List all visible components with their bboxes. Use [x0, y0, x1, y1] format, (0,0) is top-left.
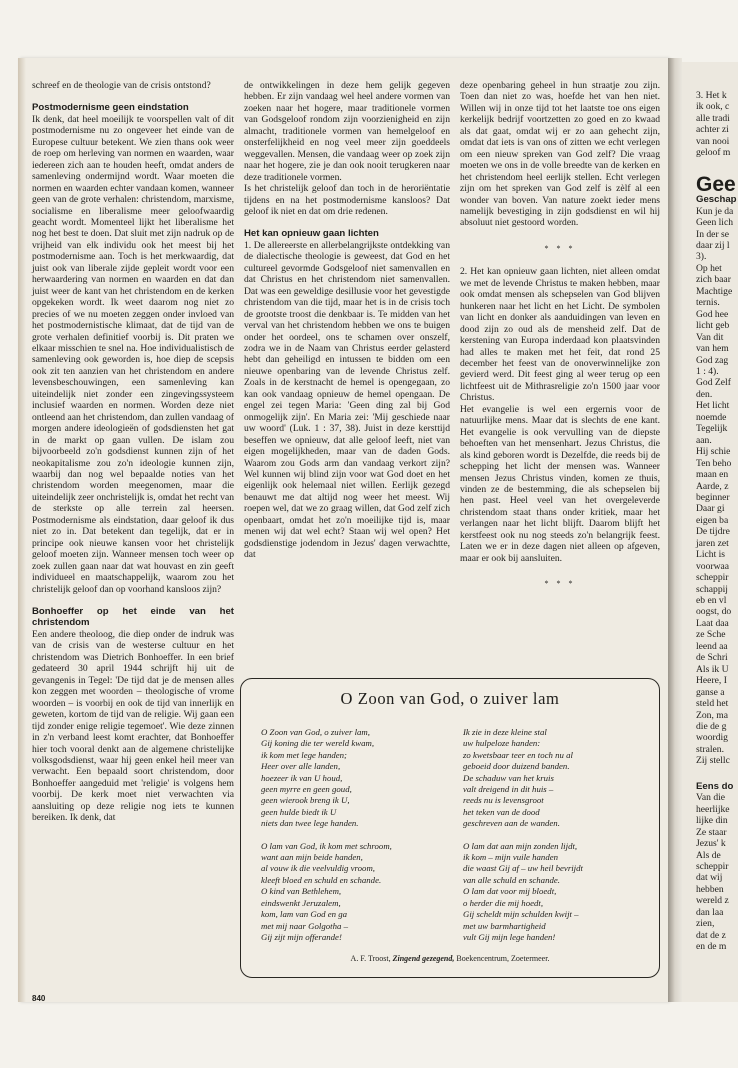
next-page-line: Op het	[696, 262, 722, 274]
poem-line: van alle schuld en schande.	[463, 874, 560, 885]
paragraph: Een andere theoloog, die diep onder de indruk was van de crisis van de westerse cultuur en het christendom was Dietrich Bonhoeffer. In een brief gedateerd 30 april 1944 schrijft hij uit de gevangenis in Tegel: 'De tijd dat je de mensen alles kon zeggen met woorden – theologische of vrome woorden – is voorbij en ook de tijd van innerlijk en geweten, kortom de tijd van de religie. Wij gaan een tijd zonder enige religie tegemoet'. Wie deze zinnen in z'n verband leest komt erachter, dat Bonhoeffer hier toch vooral denkt aan de algemene christelijke volksgodsdienst, waar hij geen enkel heil meer van verwacht. Een bepaald soort christendom, door Bonhoeffer aangeduid met 'religie' is volgens hem voorbij. De kerk moet niet verwachten via aansluiting op deze religie nog iets te kunnen bereiken. Ik denk, dat	[32, 628, 234, 824]
poem-publisher: Boekencentrum, Zoetermeer.	[456, 954, 550, 963]
next-page-subheading: Eens do	[696, 780, 734, 792]
next-page-line: Van die	[696, 792, 726, 804]
article-column-3	[460, 80, 660, 602]
poem-line: reeds nu is levensgroot	[463, 795, 544, 806]
magazine-page	[18, 58, 668, 1002]
article-column-1	[32, 80, 234, 824]
poem-line: Gij koning die ter wereld kwam,	[261, 738, 375, 749]
next-page-line: Tegelijk	[696, 423, 728, 435]
next-page-line: Licht is	[696, 549, 726, 561]
paragraph: de ontwikkelingen in deze hem gelijk gegeven hebben. Er zijn vandaag wel heel andere vormen van zoeken naar het hogere, maar traditionele vormen van Godsgeloof rondom zijn voorzienigheid en zijn almacht, traditionele vormen van hemelgeloof en onsterfelijkheid en nog veel meer zijn goeddeels weggevallen. Mensen, die vandaag weer op zoek zijn naar het hogere, zie je dan ook nooit terugkeren naar deze traditionele vormen.	[244, 80, 450, 183]
next-page-line: Het licht	[696, 400, 730, 412]
section-divider: * * *	[544, 243, 576, 253]
next-page-line: geloof m	[696, 147, 731, 159]
next-page-line: voorwaa	[696, 560, 730, 572]
spacer	[696, 767, 738, 781]
page-edge-shadow	[18, 58, 26, 1002]
poem-line: O lam dat voor mij bloedt,	[463, 886, 557, 897]
poem-source	[241, 954, 659, 963]
next-page-line: licht geb	[696, 320, 730, 332]
poem-line: O kind van Bethlehem,	[261, 886, 342, 897]
next-page-line: Jezus' k	[696, 838, 726, 850]
next-page-line: scheppir	[696, 572, 729, 584]
next-page-line: hebben	[696, 883, 724, 895]
next-page-line: jaren zet	[696, 537, 729, 549]
next-page-line: Ten beho	[696, 457, 732, 469]
poem-stanza	[463, 727, 653, 830]
next-page-line: noemde	[696, 411, 727, 423]
poem-line: o herder die mij hoedt,	[463, 897, 544, 908]
next-page-line: Zon, ma	[696, 709, 728, 721]
next-page-line: ze Sche	[696, 629, 726, 641]
next-page-line: dan laa	[696, 906, 724, 918]
next-page-line: 3. Het k	[696, 90, 727, 101]
next-page-line: Als de	[696, 849, 721, 861]
next-page-line: van hem	[696, 343, 729, 355]
poem-line: Heer over alle landen,	[261, 761, 341, 772]
poem-line: met mij naar Golgotha –	[261, 920, 348, 931]
next-page-line: scheppir	[696, 861, 729, 872]
next-page-line: Kun je da	[696, 205, 734, 217]
poem-line: al vouw ik die veelvuldig vroom,	[261, 863, 375, 874]
next-page-line: leend aa	[696, 640, 728, 652]
poem-line: hoezeer ik van U houd,	[261, 772, 343, 783]
next-page-line: ternis.	[696, 297, 720, 309]
next-page-line: zien,	[696, 918, 715, 930]
next-page-line: De tijdre	[696, 526, 730, 538]
next-page-line: dat wij	[696, 872, 723, 884]
next-page-line: dat de z	[696, 929, 726, 941]
next-page-line: aan.	[696, 434, 712, 446]
next-page-line: woordig	[696, 732, 728, 744]
poem-right-column	[463, 727, 653, 954]
next-page-line: achter zi	[696, 124, 729, 136]
next-page-line: daar zij l	[696, 239, 730, 251]
poem-line: die waast Gij af – uw heil bevrijdt	[463, 863, 583, 874]
next-page-line: zich baar	[696, 274, 731, 286]
next-page-line: Als ik U	[696, 663, 729, 675]
poem-stanza	[463, 841, 653, 944]
poem-line: Gij scheldt mijn schulden kwijt –	[463, 909, 579, 920]
next-page-line: In der se	[696, 228, 730, 240]
section-divider: * * *	[544, 579, 576, 589]
next-page-fragment	[682, 62, 738, 1002]
next-page-line: den.	[696, 388, 713, 400]
next-page-line: Zij stellc	[696, 755, 730, 767]
poem-line: kom, lam van God en ga	[261, 909, 347, 920]
next-page-line: wereld z	[696, 895, 729, 907]
poem-line: uw hulpeloze handen:	[463, 738, 541, 749]
next-page-line: van nooi	[696, 135, 730, 147]
next-page-line: 3).	[696, 251, 707, 263]
poem-book-title: Zingend gezegend,	[392, 954, 455, 963]
next-page-line: de Schri	[696, 652, 728, 664]
poem-line: eindswenkt Jeruzalem,	[261, 897, 341, 908]
poem-line: O lam dat aan mijn zonden lijdt,	[463, 840, 578, 851]
poem-box	[240, 678, 660, 978]
next-page-subheading: Geschap	[696, 194, 737, 206]
poem-line: het teken van de dood	[463, 806, 540, 817]
next-page-line: Daar gi	[696, 503, 725, 515]
paragraph: 1. De allereerste en allerbelangrijkste ontdekking van de dialectische theologie is geweest, dat God en het cultureel gevormde Godsgeloof niet samenvallen en dat Christus en het christendom niet samenvallen. Dat was een geweldige desillusie voor het gevestigde christendom van die tijd, maar het is in de crisis toch de grootste troost die denkbaar is. Te midden van het verval van het christendom hebben we ons te buigen onder het oordeel, ons te schamen over onszelf, zodra we in de Naam van Christus eerder gelasterd hebt dan geheiligd en intussen te bidden om een nieuwe openbaring van de levende Christus zelf. Zoals in de kerstnacht de hemel is opengegaan, zo kan ook vandaag opnieuw de hemel opengaan. De engel zei tegen Maria: 'Geen ding zal bij God onmogelijk zijn'. En Maria zei: 'Mij geschiede naar uw woord' (Luk. 1 : 37, 38). Juist in deze kersttijd beseffen we opnieuw, dat alle geloof leeft, niet van eigen mogelijkheden, maar van de daden Gods. Waarom zou Gods arm dan vandaag verkort zijn? Wel kunnen wij blind zijn voor wat God doet en het eigenlijk ook helemaal niet willen. Eerlijk gezegd benauwt me dat altijd nog weer het meest. Wij roepen wel, dat we zo graag willen, dat God zelf zich openbaart, omdat het zo'n moeilijke tijd is, maar menen wij dat wel echt? Staan wij wel open? Het godsdienstige jodendom in Jezus' dagen verwachtte, dat	[244, 239, 450, 561]
next-page-heading: Gee	[696, 172, 736, 196]
poem-stanza	[261, 727, 451, 830]
poem-line: ik kom – mijn vuile handen	[463, 852, 559, 863]
next-page-line: steld het	[696, 698, 729, 710]
next-page-line: 1 : 4).	[696, 365, 719, 377]
page-number: 840	[32, 994, 46, 1002]
next-page-text	[696, 90, 738, 953]
next-page-line: en de m	[696, 941, 727, 953]
poem-stanza	[261, 841, 451, 944]
next-page-line: heerlijke	[696, 803, 730, 815]
next-page-line: Aarde, z	[696, 480, 729, 492]
poem-author: A. F. Troost,	[350, 954, 391, 963]
next-page-line: eb en vl	[696, 595, 727, 607]
paragraph: Is het christelijk geloof dan toch in de heroriëntatie tijdens en na het postmodernisme kansloos? Dat geloof ik niet en dat om drie redenen.	[244, 183, 450, 217]
next-page-line: beginner	[696, 491, 730, 503]
next-page-line: Hij schie	[696, 446, 731, 458]
section-heading: Het kan opnieuw gaan lichten	[244, 228, 379, 240]
poem-line: vult Gij mijn lege handen!	[463, 931, 556, 942]
poem-line: Ik zie in deze kleine stal	[463, 727, 547, 737]
next-page-line: God zag	[696, 354, 729, 366]
poem-line: geboeid door duizend banden.	[463, 761, 570, 772]
background-margin	[0, 58, 18, 1002]
next-page-line: ik ook, c	[696, 101, 730, 113]
paragraph: Ik denk, dat heel moeilijk te voorspellen valt of dit postmodernisme nu zo ongeveer het einde van de Europese cultuur betekent. We zien thans ook weer de roep om herleving van normen en waarden, waar iedereen zich aan te houden heeft, omdat anders de samenleving ondermijnd wordt. Waar moeten die normen en waarden echter vandaan komen, wanneer geen van de grote verhalen: christendom, marxisme, socialisme en liberalisme meer geloofwaardig geacht wordt. Momenteel lijkt het liberalisme het nog het best te doen. Dat sluit met zijn nadruk op de vrijheid van elk individu ook het meest bij het postmodernisme aan. Toch is het merkwaardig, dat juist ook van liberale zijde gepleit wordt voor een herwaardering van normen en waarden en dat dan juist weer de kant van het christendom en de kerken opgekeken wordt. Ik weet daarom nog niet zo precies of we nu moeten zeggen onder invloed van het postmodernistische klimaat, dat de tijd van de grote verhalen definitief voorbij is. Dit praten we elkaar misschien te snel na. Hoe individualistisch de samenleving ook geworden is, hoe diep de scepsis ook zit ten aanzien van het christendom en andere levensbeschouwingen, een samenleving kan uiteindelijk niet zonder een zingevingssysteem inclusief waarden en normen. Worden deze niet ontleend aan het christendom, dan zullen vandaag of morgen andere ideologieën of godsdiensten het gat in de markt op gaan vullen. De islam zou bijvoorbeeld zo'n godsdienst kunnen zijn of het neokapitalisme zou zo'n ideologie kunnen zijn, waarbij dan nog wel bepaalde noties van het christendom worden meegenomen, maar die uiteindelijk zeer onchristelijk is, omdat het recht van de sterkste op alle terrein zal heersen. Postmodernisme als eindstation, daar geloof ik dus niet zo in. Dat betekent dan tegelijk, dat er in principe ook nieuwe kansen voor het christelijk geloof moeten zijn. Wanneer mensen toch weer op zoek zullen gaan naar dat wat houvast en zin geeft individueel en maatschappelijk, waarom zou het christelijk geloof dan op voorhand kansloos zijn?	[32, 113, 234, 595]
poem-line: geschreven aan de wanden.	[463, 818, 560, 829]
next-page-line: Geen lich	[696, 217, 734, 229]
paragraph: deze openbaring geheel in hun straatje zou zijn. Toen dan niet zo was, hoefde het van hen niet. Willen wij in onze tijd tot het laatste toe ons eigen kerkelijk bedrijf voortzetten zo goed en zo kwaad als dat gaat, omdat wij er zo aan gehecht zijn, omdat dat iets is van ons of zitten we echt verlegen om een nieuw spreken van God zelf? Die vraag moeten we ons in de volle breedte van de kerken en het christendom heel eerlijk stellen. Echt verlegen zijn om het spreken van God zelf is zèlf al een wonder van boven. Van nature zoekt ieder mens namelijk bevestiging in zijn godsdienst en wil hij absoluut niet gestoord worden.	[460, 80, 660, 229]
poem-line: want aan mijn beide handen,	[261, 852, 363, 863]
poem-line: met uw barmhartigheid	[463, 920, 546, 931]
next-page-line: Ze staar	[696, 826, 727, 838]
next-page-line: Heere, I	[696, 675, 727, 687]
next-page-line: lijke din	[696, 815, 728, 827]
poem-line: O lam van God, ik kom met schroom,	[261, 840, 392, 851]
poem-line: Gij zijt mijn offerande!	[261, 931, 342, 942]
poem-title: O Zoon van God, o zuiver lam	[340, 689, 560, 708]
poem-line: geen wierook breng ik U,	[261, 795, 350, 806]
poem-line: geen myrre en geen goud,	[261, 784, 352, 795]
poem-left-column	[261, 727, 451, 954]
next-page-line: stralen.	[696, 743, 724, 755]
section-heading: Bonhoeffer op het einde van het christendom	[32, 605, 234, 629]
poem-line: valt dreigend in dit huis –	[463, 784, 554, 795]
article-column-2	[244, 80, 450, 561]
poem-line: zo kwetsbaar teer en toch nu al	[463, 749, 573, 760]
section-heading: Postmodernisme geen eindstation	[32, 102, 189, 114]
next-page-line: schappij	[696, 583, 728, 595]
next-page-line: oogst, do	[696, 606, 732, 618]
paragraph: schreef en de theologie van de crisis ontstond?	[32, 80, 211, 91]
poem-line: geen hulde biedt ik U	[261, 806, 337, 817]
next-page-line: ganse a	[696, 686, 725, 698]
poem-line: O Zoon van God, o zuiver lam,	[261, 727, 370, 737]
next-page-line: Machtige	[696, 285, 733, 297]
next-page-line: God Zelf	[696, 377, 731, 389]
poem-line: De schaduw van het kruis	[463, 772, 554, 783]
next-page-line: Van dit	[696, 331, 724, 343]
next-page-line: God hee	[696, 308, 729, 320]
poem-line: ik kom met lege handen;	[261, 749, 347, 760]
next-page-line: die de g	[696, 721, 727, 733]
next-page-line: maan en	[696, 469, 729, 481]
paragraph: 2. Het kan opnieuw gaan lichten, niet alleen omdat we met de levende Christus te maken hebben, maar ook omdat mensen als schepselen van God blijven hunkeren naar het licht en het Licht. De symbolen van licht en donker als aanduidingen van leven en dood zijn zo oud als de mensheid zelf. Dat de kerstening van Europa inderdaad kon plaatsvinden had alles te maken met het feit, dat rond 25 december het feest van de onoverwinnelijke zon gevierd werd. Dit feest ging al weer terug op een lichtfeest uit de Mithrasreligie zo'n 1500 jaar voor Christus.	[460, 266, 660, 404]
next-page-line: alle tradi	[696, 112, 730, 124]
poem-line: niets dan twee lege handen.	[261, 818, 359, 829]
book-gutter	[668, 58, 682, 1002]
next-page-line: eigen ba	[696, 514, 729, 526]
next-page-line: Laat daa	[696, 617, 729, 629]
poem-line: kleeft bloed en schuld en schande.	[261, 874, 382, 885]
paragraph: Het evangelie is wel een ergernis voor de natuurlijke mens. Maar dat is slechts de ene kant. Het evangelie is ook vervulling van de diepste behoeften van het mensenhart. Jezus Christus, die als kind geboren wordt is Dezelfde, die reeds bij de schepping het licht der mensen was. Wanneer mensen Jezus Christus vinden, komen ze thuis, vinden ze de bestemming, die als schepselen bij hen past. Heel veel van het overgeleverde christendom staat thans onder kritiek, maar het verlangen naar het licht blijft. Daarom blijft het kerstfeest ook nu nog steeds zo'n belangrijk feest. Laten we er in deze dagen niet alleen op afgeven, maar er ook bij aansluiten.	[460, 403, 660, 564]
